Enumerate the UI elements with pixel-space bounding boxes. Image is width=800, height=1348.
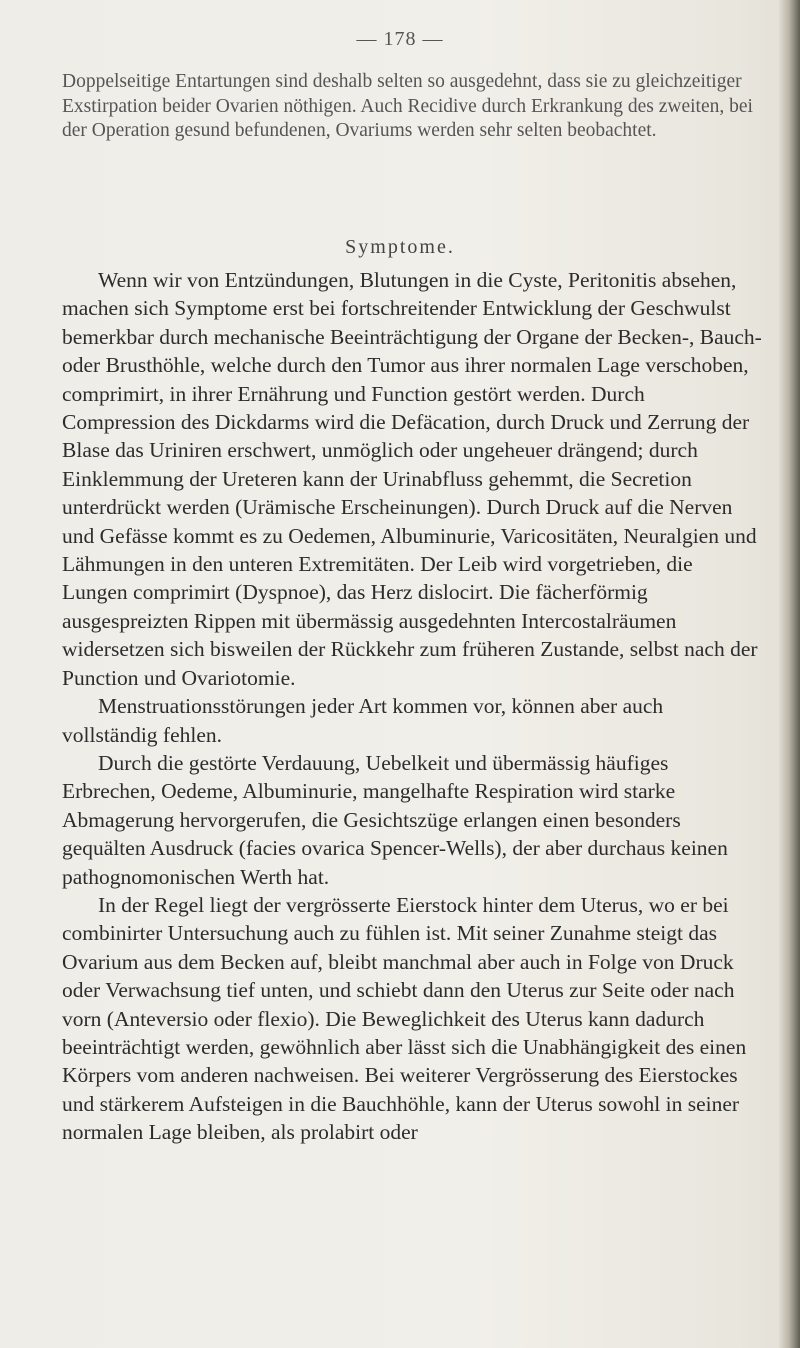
intro-text-block bbox=[62, 70, 760, 144]
paragraph-3: Durch die gestörte Verdauung, Uebelkeit und übermässig häufiges Erbrechen, Oedeme, Albuminurie, mangelhafte Respiration wird starke Abmagerung hervorgerufen, die Gesichtszüge erlangen einen besonders gequälten Ausdruck (facies ovarica Spencer-Wells), der aber durchaus keinen pathognomonischen Werth hat. bbox=[62, 750, 728, 889]
intro-paragraph: Doppelseitige Entartungen sind deshalb selten so ausgedehnt, dass sie zu gleichzeitiger Exstirpation beider Ovarien nöthigen. Auch Recidive durch Erkrankung des zweiten, bei der Operation gesund befundenen, Ovariums werden sehr selten beobachtet. bbox=[62, 71, 753, 141]
page-number: — 178 — bbox=[356, 28, 444, 50]
paragraph-1: Wenn wir von Entzündungen, Blutungen in die Cyste, Peritonitis absehen, machen sich Symptome erst bei fortschreitender Entwicklung der Geschwulst bemerkbar durch mechanische Beeinträchtigung der Organe der Becken-, Bauch- oder Brusthöhle, welche durch den Tumor aus ihrer normalen Lage verschoben, comprimirt, in ihrer Ernährung und Function gestört werden. Durch Compression des Dickdarms wird die Defäcation, durch Druck und Zerrung der Blase das Uriniren erschwert, unmöglich oder ungeheuer drängend; durch Einklemmung der Ureteren kann der Urinabfluss gehemmt, die Secretion unterdrückt werden (Urämische Erscheinungen). Durch Druck auf die Nerven und Gefässe kommt es zu Oedemen, Albuminurie, Varicositäten, Neuralgien und Lähmungen in den unteren Extremitäten. Der Leib wird vorgetrieben, die Lungen comprimirt (Dyspnoe), das Herz dislocirt. Die fächerförmig ausgespreizten Rippen mit übermässig ausgedehnten Intercostalräumen widersetzen sich bisweilen der Rückkehr zum früheren Zustande, selbst nach der Punction und Ovariotomie. bbox=[62, 268, 762, 690]
paragraph-4: In der Regel liegt der vergrösserte Eierstock hinter dem Uterus, wo er bei combinirter Untersuchung auch zu fühlen ist. Mit seiner Zunahme steigt das Ovarium aus dem Becken auf, bleibt manchmal aber auch in Folge von Druck oder Verwachsung tief unten, und schiebt dann den Uterus zur Seite oder nach vorn (Anteversio oder flexio). Die Beweglichkeit des Uterus kann dadurch beeinträchtigt werden, gewöhnlich aber lässt sich die Unabhängigkeit des einen Körpers vom anderen nachweisen. Bei weiterer Vergrösserung des Eierstockes und stärkerem Aufsteigen in die Bauchhöhle, kann der Uterus sowohl in seiner normalen Lage bleiben, als prolabirt oder bbox=[62, 892, 747, 1145]
section-heading: Symptome. bbox=[345, 236, 455, 258]
paragraph-2: Menstruationsstörungen jeder Art kommen vor, können aber auch vollständig fehlen. bbox=[62, 694, 664, 747]
body-text-block bbox=[62, 266, 762, 1147]
page-edge-shadow bbox=[778, 0, 800, 1348]
